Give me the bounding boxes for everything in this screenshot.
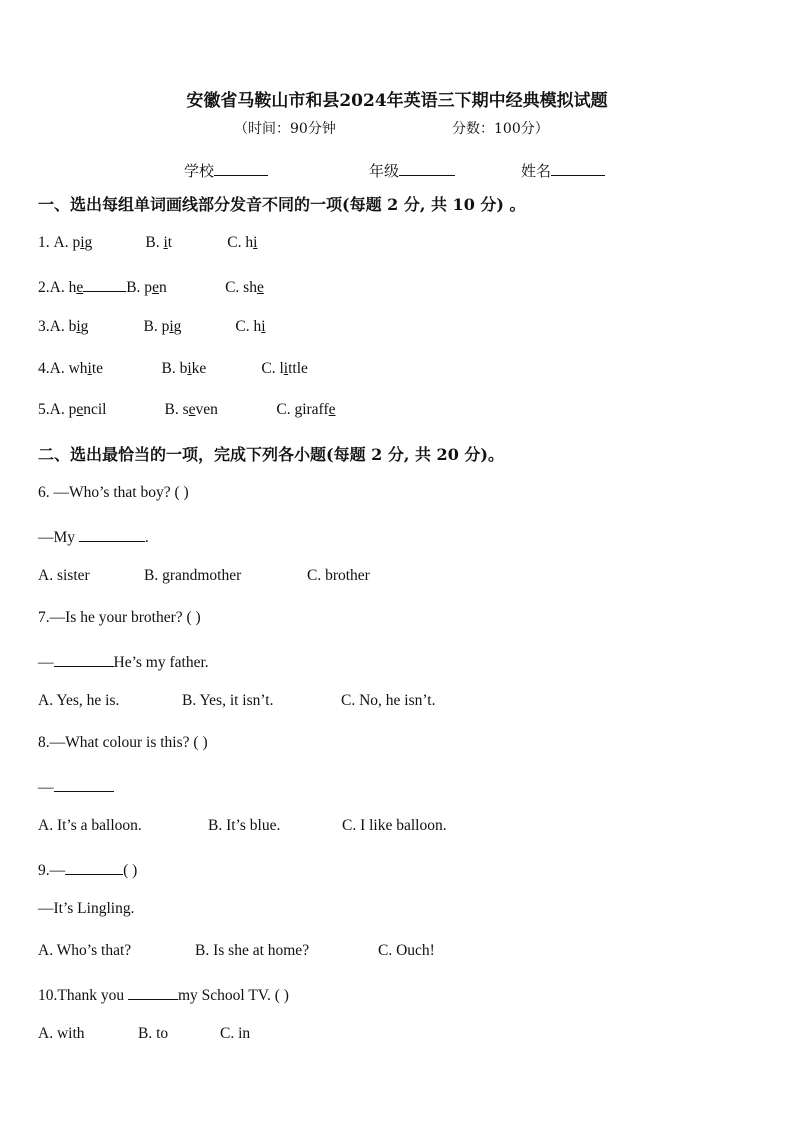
grade-label: 年级: [369, 162, 400, 180]
q7-option-c[interactable]: C. No, he isn’t.: [341, 692, 436, 709]
exam-time: （时间：90分钟: [234, 121, 336, 137]
q9-options: [38, 942, 435, 960]
q7-options: [38, 692, 435, 710]
q8-option-c[interactable]: C. I like balloon.: [342, 817, 447, 834]
q6-options: [38, 567, 370, 585]
q1-number: 1.: [38, 234, 54, 251]
school-field: [184, 160, 268, 181]
q5-number: 5.: [38, 401, 50, 418]
q9-answer-line: —It’s Lingling.: [38, 900, 135, 917]
question-3: [38, 318, 266, 336]
q10-option-c[interactable]: C. in: [220, 1025, 251, 1042]
exam-title: 安徽省马鞍山市和县2024年英语三下期中经典模拟试题: [186, 91, 608, 111]
q9-option-c[interactable]: C. Ouch!: [378, 942, 435, 959]
q5-option-c[interactable]: C. giraffe: [276, 401, 336, 418]
q2-option-c[interactable]: C. she: [225, 279, 264, 296]
q6-answer-line: —My .: [38, 526, 149, 547]
name-blank[interactable]: [551, 160, 605, 176]
q5-option-a[interactable]: A. pencil: [49, 401, 107, 418]
q10-blank[interactable]: [128, 984, 178, 1000]
q7-answer-line: — He’s my father.: [38, 651, 209, 672]
q6-blank[interactable]: [79, 526, 145, 542]
exam-score: 分数：100分）: [452, 121, 549, 137]
q9-blank[interactable]: [65, 859, 123, 875]
q8-option-b[interactable]: B. It’s blue.: [208, 817, 281, 834]
q9-option-a[interactable]: A. Who’s that?: [38, 942, 132, 959]
question-4: [38, 360, 308, 378]
q4-option-a[interactable]: A. white: [49, 360, 104, 377]
q1-option-b[interactable]: B. it: [145, 234, 173, 251]
grade-blank[interactable]: [399, 160, 455, 176]
question-2: [38, 276, 264, 297]
q8-stem: 8.—What colour is this? ( ): [38, 734, 208, 751]
school-blank[interactable]: [214, 160, 268, 176]
q4-option-b[interactable]: B. bike: [161, 360, 207, 377]
q9-stem: 9.— ( ): [38, 859, 137, 880]
q8-options: [38, 817, 447, 835]
q2-option-a[interactable]: A. he: [49, 279, 84, 296]
q5-option-b[interactable]: B. seven: [164, 401, 218, 418]
section1-heading: 一、选出每组单词画线部分发音不同的一项(每题 2 分, 共 10 分) 。: [38, 195, 526, 214]
section2-heading: 二、选出最恰当的一项，完成下列各小题(每题 2 分, 共 20 分)。: [38, 445, 504, 464]
q4-option-c[interactable]: C. little: [261, 360, 308, 377]
q6-option-b[interactable]: B. grandmother: [144, 567, 242, 584]
question-5: [38, 401, 336, 419]
q4-number: 4.: [38, 360, 50, 377]
q2-option-b[interactable]: B. pen: [126, 279, 167, 296]
q7-stem: 7.—Is he your brother? ( ): [38, 609, 201, 626]
q3-number: 3.: [38, 318, 50, 335]
q3-option-c[interactable]: C. hi: [235, 318, 266, 335]
q1-option-a[interactable]: A. pig: [53, 234, 93, 251]
q2-number: 2.: [38, 279, 50, 296]
q1-option-c[interactable]: C. hi: [227, 234, 258, 251]
grade-field: [369, 160, 455, 181]
q3-option-b[interactable]: B. pig: [143, 318, 182, 335]
q7-blank[interactable]: [54, 651, 114, 667]
q3-option-a[interactable]: A. big: [49, 318, 89, 335]
q8-option-a[interactable]: A. It’s a balloon.: [38, 817, 142, 834]
q2-gap-line: [83, 276, 126, 292]
q6-option-a[interactable]: A. sister: [38, 567, 90, 584]
question-1: [38, 234, 257, 252]
q9-option-b[interactable]: B. Is she at home?: [195, 942, 310, 959]
name-label: 姓名: [521, 162, 552, 180]
q8-blank[interactable]: [54, 776, 114, 792]
q6-stem: 6. —Who’s that boy? ( ): [38, 484, 189, 501]
q7-option-b[interactable]: B. Yes, it isn’t.: [182, 692, 274, 709]
q10-option-b[interactable]: B. to: [138, 1025, 169, 1042]
q6-option-c[interactable]: C. brother: [307, 567, 370, 584]
q10-options: [38, 1025, 250, 1043]
q8-answer-line: —: [38, 776, 114, 797]
q10-stem: 10.Thank you my School TV. ( ): [38, 984, 289, 1005]
name-field: [521, 160, 605, 181]
q7-option-a[interactable]: A. Yes, he is.: [38, 692, 120, 709]
q10-option-a[interactable]: A. with: [38, 1025, 85, 1042]
school-label: 学校: [184, 162, 215, 180]
